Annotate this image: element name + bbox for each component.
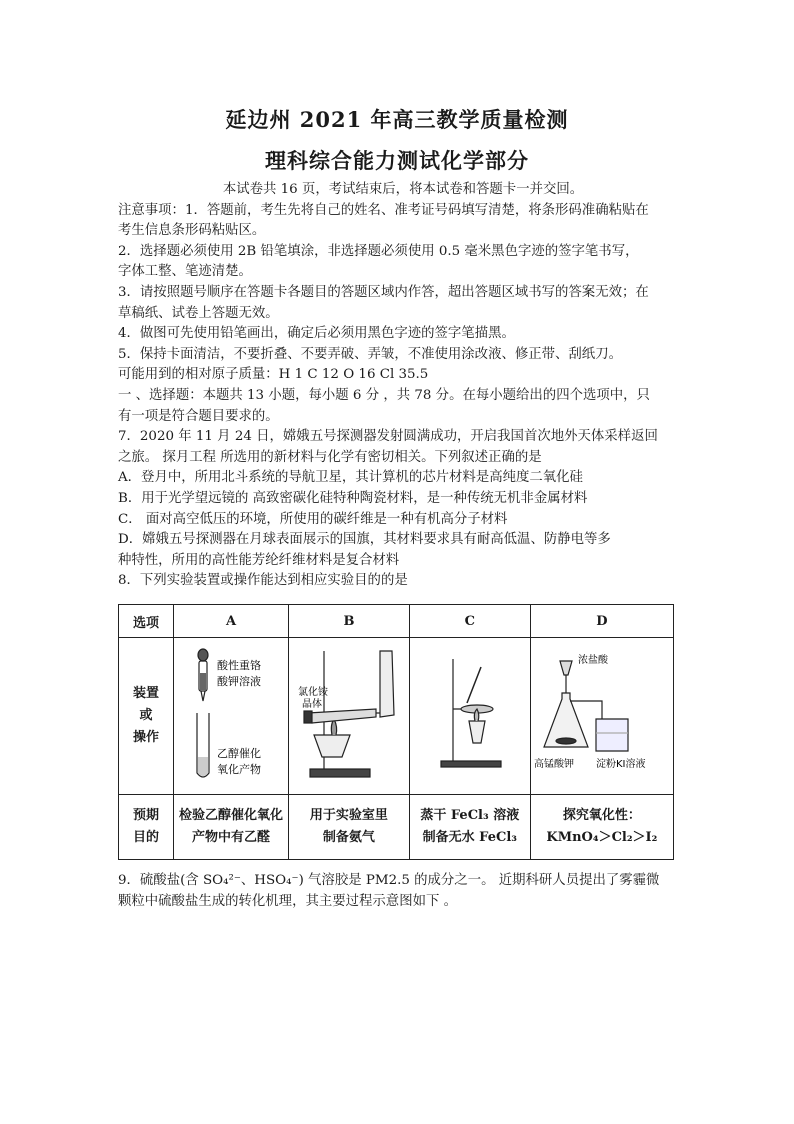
header-b: B: [289, 605, 410, 638]
device-b: [289, 638, 410, 795]
device-row-label: 装置 或 操作: [119, 638, 174, 795]
label-conc-hcl: 浓盐酸: [577, 655, 608, 666]
purpose-d: 探究氧化性： KMnO₄＞Cl₂＞I₂: [530, 795, 673, 860]
device-d: [530, 638, 673, 795]
purpose-a: 检验乙醇催化氧化 产物中有乙醛: [174, 795, 289, 860]
intro-line: 5．保持卡面清洁，不要折叠、不要弄破、弄皱，不准使用涂改液、修正带、刮纸刀。: [118, 346, 622, 362]
header-c: C: [409, 605, 530, 638]
q9-line: 颗粒中硫酸盐生成的转化机理，其主要过程示意图如下 。: [118, 894, 458, 909]
header-d: D: [530, 605, 673, 638]
label-kmno4: 高锰酸钾: [533, 759, 574, 770]
q8-stem: 8．下列实验装置或操作能达到相应实验目的的是: [118, 573, 408, 589]
device-a: [174, 638, 289, 795]
intro-line: 可能用到的相对原子质量：H 1 C 12 O 16 Cl 35.5: [118, 367, 429, 383]
glass-rod: [467, 667, 481, 703]
q9-block: [118, 870, 678, 912]
table-header-row: [119, 605, 674, 638]
tube-icon: [308, 709, 376, 723]
test-tube-icon: [197, 713, 209, 777]
purpose-row-label: 预期 目的: [119, 795, 174, 860]
q8-table: [118, 604, 674, 860]
stand-base: [310, 769, 370, 777]
alcohol-lamp-icon: [314, 735, 350, 757]
label-product-2: 氧化产物: [217, 763, 261, 776]
chlorine-oxidation-apparatus-diagram: [532, 639, 672, 789]
intro-line: 一 、选择题：本题共 13 小题，每小题 6 分 ，共 78 分。在每小题给出的四个选项中，只: [118, 387, 650, 403]
ammonia-apparatus-diagram: [290, 639, 408, 789]
collector-tube: [380, 651, 394, 717]
label-nh4cl-2: 晶体: [301, 699, 322, 710]
header-option: 选项: [119, 605, 174, 638]
label-starch-ki: 淀粉KI溶液: [595, 759, 646, 770]
evaporation-apparatus-diagram: [411, 639, 529, 789]
q7-option-c: C． 面对高空低压的环境，所使用的碳纤维是一种有机高分子材料: [118, 511, 508, 527]
alcohol-lamp-icon: [469, 721, 485, 743]
intro-line: 有一项是符合题目要求的。: [118, 408, 279, 424]
intro-line: 2．选择题必须使用 2B 铅笔填涂，非选择题必须使用 0.5 毫米黑色字迹的签字笔书写，: [118, 243, 639, 259]
intro-line: 4．做图可先使用铅笔画出，确定后必须用黑色字迹的签字笔描黑。: [118, 326, 515, 342]
table-row-purpose: [119, 795, 674, 860]
q9-line: 9．硫酸盐(含 SO₄²⁻、HSO₄⁻) 气溶胶是 PM2.5 的成分之一。 近期科研人员提出了雾霾微: [118, 873, 660, 888]
purpose-c: 蒸干 FeCl₃ 溶液 制备无水 FeCl₃: [409, 795, 530, 860]
device-c: [409, 638, 530, 795]
intro-line: 本试卷共 16 页，考试结束后，将本试卷和答题卡一并交回。: [222, 182, 584, 197]
intro-line: 3．请按照题号顺序在答题卡各题目的答题区域内作答，超出答题区域书写的答案无效；在: [118, 284, 649, 300]
separatory-funnel-icon: [560, 661, 572, 675]
q7-option-d-cont: 种特性，所用的高性能芳纶纤维材料是复合材料: [118, 552, 400, 568]
q7-stem-line: 7．2020 年 11 月 24 日，嫦娥五号探测器发射圆满成功，开启我国首次地外天体采样返回: [118, 429, 658, 445]
label-nh4cl-1: 氯化铵: [297, 687, 328, 698]
intro-line: 考生信息条形码粘贴区。: [118, 223, 266, 239]
q7-option-a: A．登月中，所用北斗系统的导航卫星，其计算机的芯片材料是高纯度二氧化硅: [118, 470, 583, 486]
beaker-icon: [596, 719, 628, 751]
q7-option-d: D．嫦娥五号探测器在月球表面展示的国旗，其材料要求具有耐高低温、防静电等多: [118, 532, 611, 548]
page-title: 延边州 2021 年高三教学质量检测: [225, 107, 569, 132]
instructions-block: [118, 180, 688, 592]
table-row-device: [119, 638, 674, 795]
label-reagent-1: 酸性重铬: [217, 659, 261, 672]
label-product-1: 乙醇催化: [217, 747, 261, 760]
q7-stem-line: 之旅。 探月工程 所选用的新材料与化学有密切相关。下列叙述正确的是: [118, 449, 542, 465]
label-reagent-2: 酸钾溶液: [217, 675, 261, 688]
q7-option-b: B．用于光学望远镜的 高致密碳化硅特种陶瓷材料，是一种传统无机非金属材料: [118, 490, 588, 506]
intro-line: 字体工整、笔迹清楚。: [118, 264, 252, 280]
intro-line: 注意事项：1．答题前，考生先将自己的姓名、准考证号码填写清楚，将条形码准确粘贴在: [118, 202, 649, 218]
page-subtitle: 理科综合能力测试化学部分: [265, 148, 529, 173]
dropper-icon: [198, 649, 208, 701]
intro-line: 草稿纸、试卷上答题无效。: [118, 305, 279, 321]
dropper-test-tube-diagram: [175, 639, 287, 789]
header-a: A: [174, 605, 289, 638]
purpose-b: 用于实验室里 制备氨气: [289, 795, 410, 860]
